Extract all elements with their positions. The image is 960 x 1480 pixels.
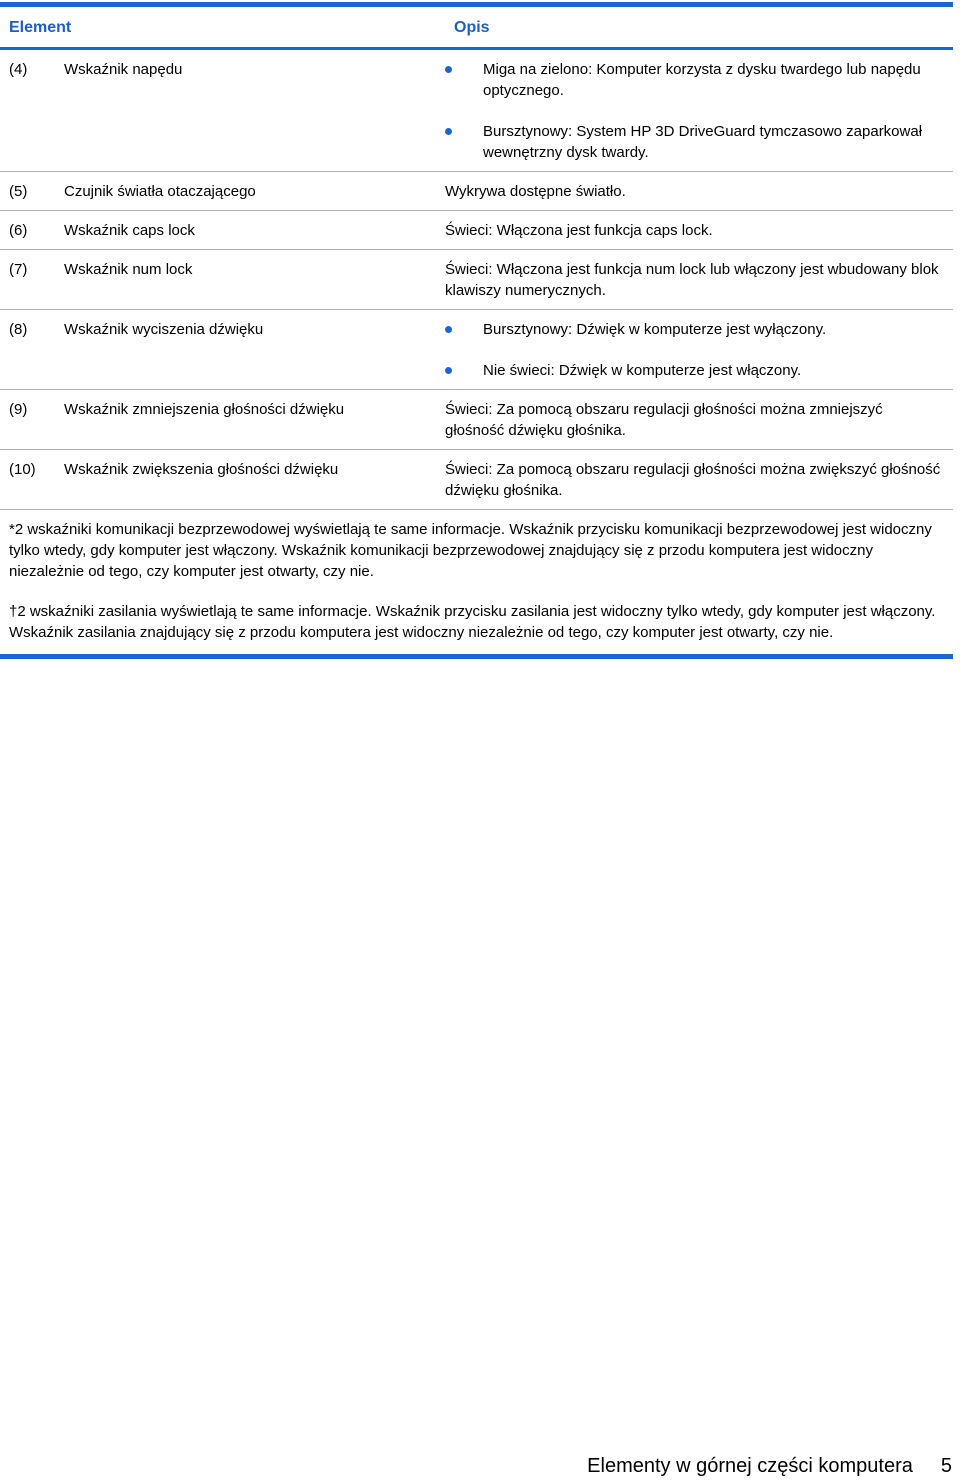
row-element: Wskaźnik caps lock — [64, 222, 195, 239]
bullet-item: Miga na zielono: Komputer korzysta z dysku twardego lub napędu optycznego. — [445, 59, 945, 101]
row-number: (9) — [9, 401, 28, 418]
row-description: Wykrywa dostępne światło. — [445, 183, 626, 200]
row-description — [445, 319, 953, 381]
table-row — [0, 211, 953, 250]
components-table — [0, 2, 953, 659]
table-row — [0, 310, 953, 390]
row-element: Wskaźnik zmniejszenia głośności dźwięku — [64, 401, 345, 418]
row-element: Czujnik światła otaczającego — [64, 183, 256, 200]
row-description — [445, 59, 953, 163]
table-row — [0, 50, 953, 172]
footer-section-title: Elementy w górnej części komputera — [587, 1455, 913, 1477]
table-notes — [0, 510, 953, 659]
page-number: 5 — [940, 1455, 952, 1477]
table-row — [0, 250, 953, 310]
bullet-item: Bursztynowy: Dźwięk w komputerze jest wyłączony. — [445, 319, 945, 340]
row-element: Wskaźnik wyciszenia dźwięku — [64, 321, 264, 338]
note-wireless: *2 wskaźniki komunikacji bezprzewodowej wyświetlają te same informacje. Wskaźnik przycisku komunikacji bezprzewodowej jest widoczny tylko wtedy, gdy komputer jest włączony. Wskaźnik komunikacji bezprzewodowej znajdujący się z przodu komputera jest widoczny niezależnie od tego, czy komputer jest otwarty, czy nie. — [9, 521, 932, 580]
table-row — [0, 172, 953, 211]
note-power: †2 wskaźniki zasilania wyświetlają te same informacje. Wskaźnik przycisku zasilania jest widoczny tylko wtedy, gdy komputer jest włączony. Wskaźnik zasilania znajdujący się z przodu komputera jest widoczny niezależnie od tego, czy komputer jest otwarty, czy nie. — [9, 603, 936, 641]
bullet-item: Nie świeci: Dźwięk w komputerze jest włączony. — [445, 360, 945, 381]
row-number: (5) — [9, 183, 28, 200]
header-description: Opis — [454, 19, 490, 36]
row-description: Świeci: Za pomocą obszaru regulacji głośności można zmniejszyć głośność dźwięku głośnika. — [445, 401, 883, 439]
bullet-item: Bursztynowy: System HP 3D DriveGuard tymczasowo zaparkował wewnętrzny dysk twardy. — [445, 121, 945, 163]
row-description: Świeci: Za pomocą obszaru regulacji głośności można zwiększyć głośność dźwięku głośnika. — [445, 461, 941, 499]
header-element: Element — [9, 19, 72, 36]
row-element: Wskaźnik num lock — [64, 261, 193, 278]
row-number: (6) — [9, 222, 28, 239]
table-header — [0, 7, 953, 50]
row-element: Wskaźnik zwiększenia głośności dźwięku — [64, 461, 339, 478]
row-number: (4) — [9, 61, 28, 78]
row-element: Wskaźnik napędu — [64, 61, 183, 78]
table-row — [0, 390, 953, 450]
row-number: (10) — [9, 461, 36, 478]
row-number: (7) — [9, 261, 28, 278]
page-footer — [587, 1454, 952, 1478]
row-description: Świeci: Włączona jest funkcja caps lock. — [445, 222, 713, 239]
table-row — [0, 450, 953, 510]
row-description: Świeci: Włączona jest funkcja num lock lub włączony jest wbudowany blok klawiszy numerycznych. — [445, 261, 939, 299]
row-number: (8) — [9, 321, 28, 338]
